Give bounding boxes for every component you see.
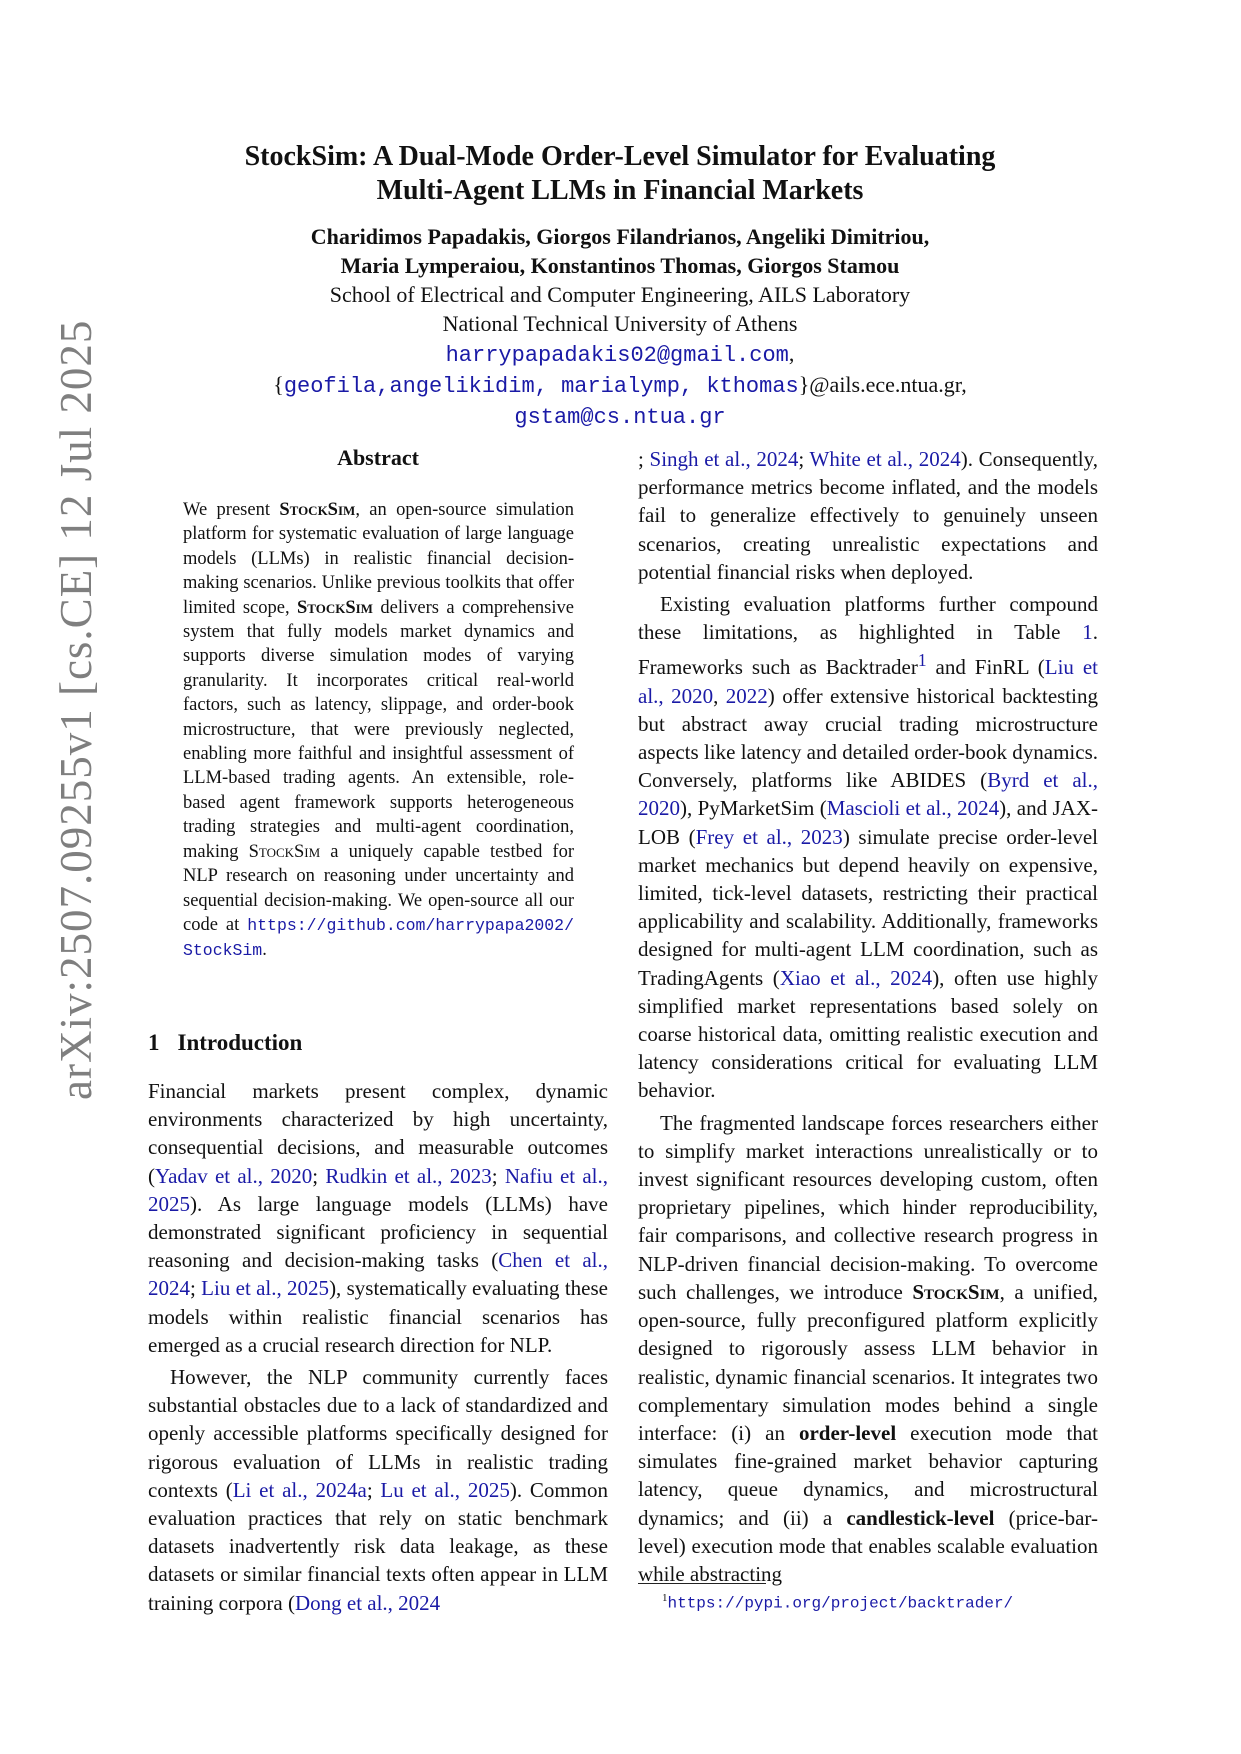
affiliation-line-2: National Technical University of Athens: [442, 311, 798, 336]
system-name: StockSim: [248, 841, 321, 862]
citation-link[interactable]: Lu et al., 2025: [380, 1477, 510, 1502]
intro-paragraph-3: Existing evaluation platforms further compound these limitations, as highlighted in Table 1. Frameworks such as Backtrader$^1$ and FinRL (Liu et al., 2020, 2022) offer extensive historical backtesting but abstract away crucial trading microstructure aspects like latency and detailed order-book dynamics. Conversely, platforms like ABIDES (Byrd et al., 2020), PyMarketSim (Mascioli et al., 2024), and JAX-LOB (Frey et al., 2023) simulate precise order-level market mechanics but depend heavily on expensive, limited, tick-level datasets, restricting their practical applicability and scalability. Additionally, frameworks designed for multi-agent LLM coordination, such as TradingAgents (Xiao et al., 2024), often use highly simplified market representations based solely on coarse historical data, omitting realistic execution and latency considerations critical for evaluating LLM behavior.: [638, 592, 1099, 1103]
title-line-1: StockSim: A Dual-Mode Order-Level Simulator for Evaluating: [244, 141, 996, 172]
email-user-angelikidim[interactable]: angelikidim: [389, 374, 535, 399]
table-reference-link[interactable]: 1: [1082, 620, 1093, 645]
citation-link[interactable]: Rudkin et al., 2023: [325, 1163, 492, 1188]
citation-link[interactable]: Liu et al., 2025: [201, 1276, 330, 1301]
email-link-1[interactable]: harrypapadakis02@gmail.com: [445, 343, 789, 368]
paper-title: [150, 140, 1090, 208]
citation-link[interactable]: 2022: [725, 683, 768, 708]
footnote: $^1$https://pypi.org/project/backtrader/: [662, 1592, 1014, 1613]
abstract-text: We present StockSim, an open-source simulation platform for systematic evaluation of large language models (LLMs) in realistic financial decision-making scenarios. Unlike previous toolkits that offer limited scope, StockSim delivers a comprehensive system that fully models market dynamics and supports diverse simulation modes of varying granularity. It incorporates critical real-world factors, such as latency, slippage, and order-book microstructure, that were previously neglected, enabling more faithful and insightful assessment of LLM-based trading agents. An extensible, role-based agent framework supports heterogeneous trading strategies and multi-agent coordination, making StockSim a uniquely capable testbed for NLP research on reasoning under uncertainty and sequential decision-making. We open-source all our code at https://github.com/harrypapa2002/StockSim.: [183, 500, 574, 961]
arxiv-side-stamp: arXiv:2507.09255v1 [cs.CE] 12 Jul 2025: [51, 319, 101, 1100]
affiliation-line-1: School of Electrical and Computer Engineering, AILS Laboratory: [329, 282, 911, 307]
footnote-marker[interactable]: 1: [917, 650, 927, 671]
left-column-body: [148, 1077, 608, 1617]
citation-link[interactable]: Yadav et al., 2020: [155, 1163, 313, 1188]
authors-line-2: Maria Lymperaiou, Konstantinos Thomas, Giorgos Stamou: [340, 253, 900, 278]
intro-paragraph-4: The fragmented landscape forces researchers either to simplify market interactions unrealistically or to invest significant resources developing custom, often proprietary pipelines, which hinder reproducibility, fair comparisons, and collective research progress in NLP-driven financial decision-making. To overcome such challenges, we introduce StockSim, a unified, open-source, fully preconfigured platform explicitly designed to rigorously assess LLM behavior in realistic, dynamic financial scenarios. It integrates two complementary simulation modes behind a single interface: (i) an order-level execution mode that simulates fine-grained market behavior capturing latency, queue dynamics, and microstructural dynamics; and (ii) a candlestick-level (price-bar-level) execution mode that enables scalable evaluation while abstracting: [638, 1110, 1098, 1586]
citation-link[interactable]: Singh et al., 2024: [649, 447, 799, 471]
system-name: StockSim: [297, 597, 373, 618]
abstract-heading: Abstract: [337, 445, 419, 470]
section-heading-introduction: 1 Introduction: [148, 1030, 303, 1055]
citation-link[interactable]: Chen et al., 2024: [148, 1248, 609, 1301]
title-line-2: Multi-Agent LLMs in Financial Markets: [376, 175, 864, 206]
citation-link[interactable]: Liu et al., 2020: [638, 655, 1098, 708]
intro-paragraph-2-continued: ; Singh et al., 2024; White et al., 2024). Consequently, performance metrics become inflated, and the models fail to generalize effectively to genuinely unseen scenarios, creating unrealistic expectations and potential financial risks when deployed.: [638, 447, 1099, 584]
author-emails: harrypapadakis02@gmail.com, {geofila,angelikidim, marialymp, kthomas}@ails.ece.ntua.gr, gstam@cs.ntua.gr: [273, 341, 967, 430]
authors-line-1: Charidimos Papadakis, Giorgos Filandrianos, Angeliki Dimitriou,: [310, 224, 930, 249]
code-repo-link[interactable]: https://github.com/harrypapa2002/StockSim: [183, 915, 574, 961]
citation-link[interactable]: Byrd et al., 2020: [638, 768, 1098, 821]
citation-link[interactable]: Frey et al., 2023: [695, 824, 843, 849]
footnote-rule: [638, 1583, 766, 1584]
citation-link[interactable]: Nafiu et al., 2025: [148, 1163, 609, 1216]
footnote-link[interactable]: https://pypi.org/project/backtrader/: [667, 1594, 1014, 1613]
email-user-kthomas[interactable]: kthomas: [706, 374, 799, 399]
citation-link[interactable]: White et al., 2024: [809, 447, 961, 471]
right-column-body: [638, 445, 1098, 1588]
email-user-marialymp[interactable]: marialymp: [561, 374, 680, 399]
email-link-3[interactable]: gstam@cs.ntua.gr: [514, 405, 726, 430]
citation-link[interactable]: Xiao et al., 2024: [779, 965, 933, 990]
intro-paragraph-2: However, the NLP community currently faces substantial obstacles due to a lack of standardized and openly accessible platforms specifically designed for rigorous evaluation of LLMs in realistic trading contexts (Li et al., 2024a; Lu et al., 2025). Common evaluation practices that rely on static benchmark datasets inadvertently risk data leakage, as these datasets or similar financial texts often appear in LLM training corpora (Dong et al., 2024: [148, 1365, 609, 1615]
email-user-geofila[interactable]: geofila: [283, 374, 377, 399]
affiliation: [150, 280, 1090, 338]
citation-link[interactable]: Mascioli et al., 2024: [826, 796, 1000, 821]
system-name: StockSim: [279, 500, 356, 520]
intro-paragraph-1: Financial markets present complex, dynamic environments characterized by high uncertainty, consequential decisions, and measurable outcomes (Yadav et al., 2020; Rudkin et al., 2023; Nafiu et al., 2025). As large language models (LLMs) have demonstrated significant proficiency in sequential reasoning and decision-making tasks (Chen et al., 2024; Liu et al., 2025), systematically evaluating these models within realistic financial scenarios has emerged as a crucial research direction for NLP.: [148, 1079, 609, 1357]
author-list: [150, 222, 1090, 280]
citation-link[interactable]: Dong et al., 2024: [294, 1590, 441, 1615]
system-name: StockSim: [912, 1279, 1000, 1304]
citation-link[interactable]: Li et al., 2024a: [232, 1477, 367, 1502]
